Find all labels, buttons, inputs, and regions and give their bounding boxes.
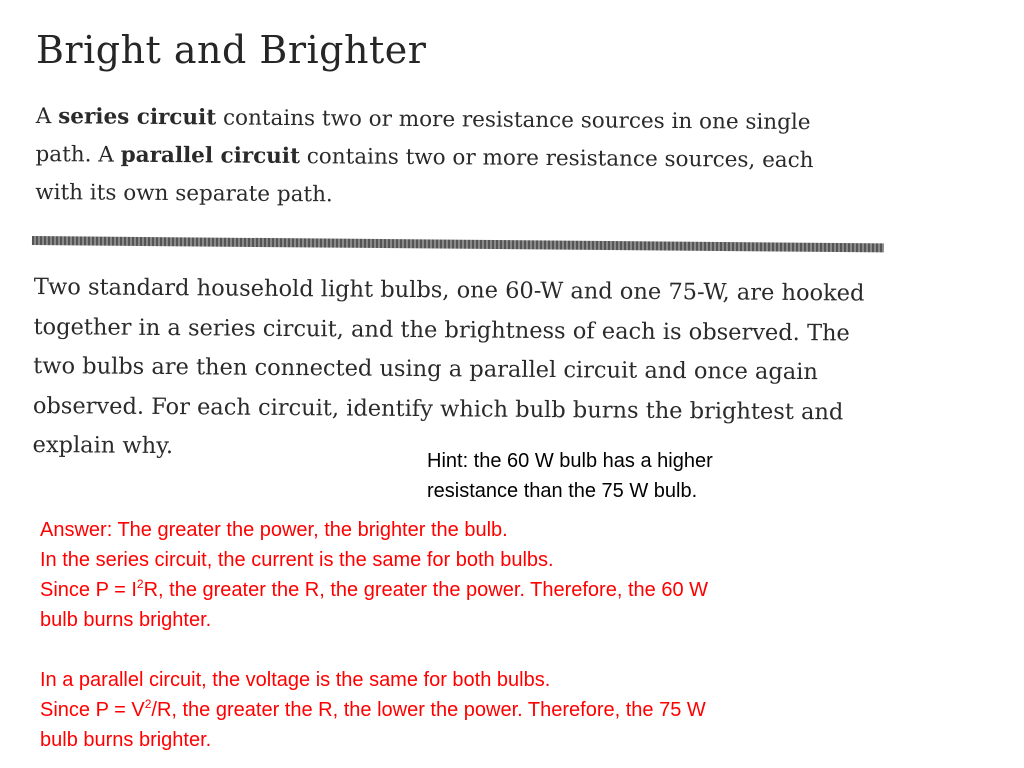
hint-line-1: Hint: the 60 W bulb has a higher xyxy=(427,450,713,472)
answer-line-6-pre: Since P = V xyxy=(40,699,145,721)
section-divider xyxy=(32,236,884,252)
answer-line-5: In a parallel circuit, the voltage is the same for both bulbs. xyxy=(40,669,551,691)
hint-line-2: resistance than the 75 W bulb. xyxy=(427,480,698,502)
answer-line-6 xyxy=(40,695,920,725)
answer-line-1: Answer: The greater the power, the brighter the bulb. xyxy=(40,519,508,541)
answer-line-4: bulb burns brighter. xyxy=(40,609,212,631)
answer-line-7: bulb burns brighter. xyxy=(40,729,212,751)
definition-text-2: contains two or more resistance sources in one single path. A xyxy=(35,105,811,168)
answer-line-6-post: /R, the greater the R, the lower the power. Therefore, the 75 W xyxy=(151,699,706,721)
problem-statement: Two standard household light bulbs, one 60-W and one 75-W, are hooked together in a series circuit, and the brightness of each is observed. The two bulbs are then connected using a parallel circuit and once again observed. For each circuit, identify which bulb burns the brightest and explain why. xyxy=(32,273,865,460)
answer-line-3-post: R, the greater the R, the greater the power. Therefore, the 60 W xyxy=(143,579,708,601)
parallel-circuit-term: parallel circuit xyxy=(120,142,301,170)
definition-text-3: contains two or more resistance sources, each with its own separate path. xyxy=(35,144,814,208)
series-circuit-term: series circuit xyxy=(58,104,217,131)
answer-line-3-pre: Since P = I xyxy=(40,579,137,601)
squared-superscript: 2 xyxy=(144,697,152,711)
answer-line-3 xyxy=(40,575,920,605)
answer-spacer xyxy=(40,635,920,665)
definition-text-1: A xyxy=(35,103,59,130)
definition-paragraph xyxy=(35,98,836,218)
squared-superscript: 2 xyxy=(136,577,144,591)
worksheet-title: Bright and Brighter xyxy=(36,28,427,72)
answer-block xyxy=(40,515,920,755)
hint-text xyxy=(427,446,827,506)
answer-line-2: In the series circuit, the current is the same for both bulbs. xyxy=(40,549,554,571)
